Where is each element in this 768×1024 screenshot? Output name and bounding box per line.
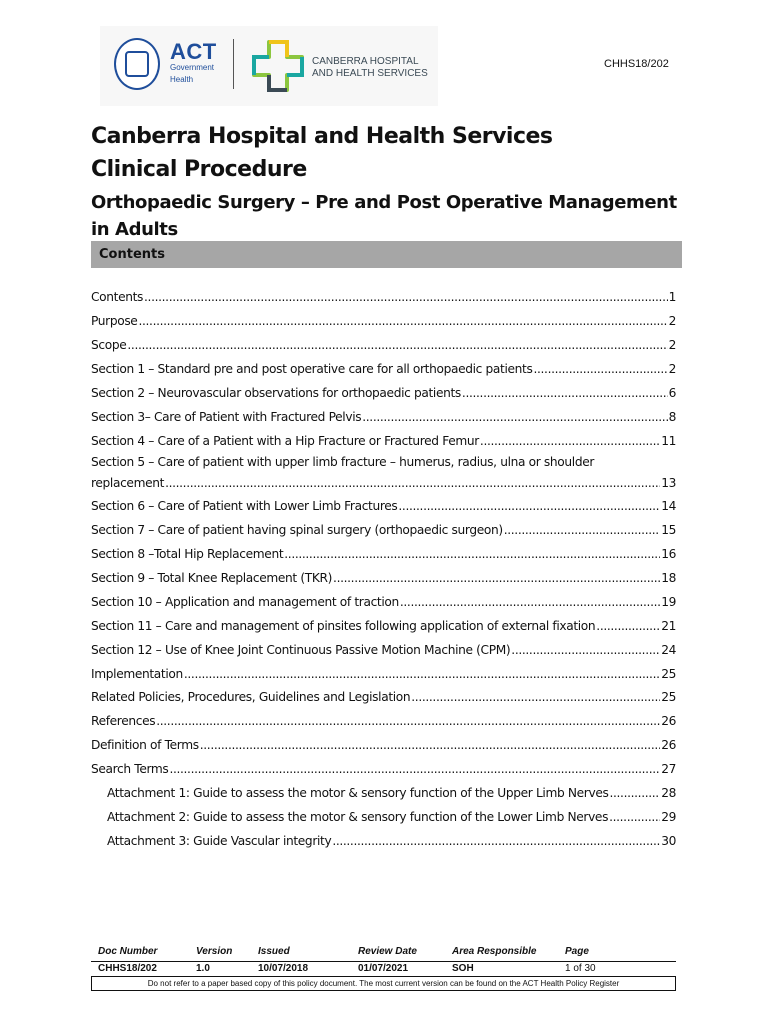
toc-entry-page: 27 (661, 762, 676, 776)
toc-entry-text: Attachment 3: Guide Vascular integrity (107, 834, 332, 848)
contents-heading: Contents (99, 247, 165, 262)
toc-entry-page: 30 (661, 834, 676, 848)
toc-entry-text: Section 1 – Standard pre and post operative care for all orthopaedic patients (91, 362, 533, 376)
toc-entry-page: 26 (661, 714, 676, 728)
act-coat-of-arms-icon (114, 38, 160, 90)
toc-entry-text: Section 3– Care of Patient with Fractured Pelvis (91, 410, 362, 424)
toc-entry-text: Section 10 – Application and management of traction (91, 595, 399, 609)
footer-header-review-date: Review Date (358, 946, 417, 957)
toc-entry-page: 1 (668, 290, 676, 304)
toc-entry-page: 19 (661, 595, 676, 609)
chhs-logo-name (312, 56, 428, 80)
toc-entry-search-terms[interactable] (91, 759, 676, 776)
toc-entry-page: 18 (661, 571, 676, 585)
footer-version: 1.0 (196, 963, 210, 974)
toc-entry-text: Section 6 – Care of Patient with Lower Limb Fractures (91, 499, 398, 513)
toc-entry-text: Attachment 2: Guide to assess the motor & sensory function of the Lower Limb Nerves (107, 810, 609, 824)
toc-entry-text: Section 12 – Use of Knee Joint Continuous Passive Motion Machine (CPM) (91, 643, 511, 657)
footer-page: 1 of 30 (565, 963, 596, 974)
toc-entry-page: 2 (668, 314, 676, 328)
toc-entry-page: 25 (661, 667, 676, 681)
toc-entry-text: Purpose (91, 314, 138, 328)
toc-entry-text: Search Terms (91, 762, 169, 776)
toc-entry-definition-of-terms[interactable] (91, 735, 676, 752)
act-logo-government: Government (170, 63, 215, 72)
toc-entry-scope[interactable] (91, 335, 676, 352)
toc-entry-implementation[interactable] (91, 664, 676, 681)
toc-entry-page: 26 (661, 738, 676, 752)
toc-entry-section-9[interactable] (91, 568, 676, 585)
toc-entry-section-6[interactable] (91, 496, 676, 513)
toc-entry-page: 16 (661, 547, 676, 561)
footer-header-version: Version (196, 946, 233, 957)
footer-header-page: Page (565, 946, 589, 957)
toc-entry-related-policies[interactable] (91, 687, 676, 704)
act-logo-word: ACT (170, 39, 217, 64)
act-logo-health: Health (170, 75, 194, 84)
toc-entry-page: 2 (668, 362, 676, 376)
toc-entry-section-1[interactable] (91, 359, 676, 376)
footer-issued: 10/07/2018 (258, 963, 309, 974)
toc-entry-section-12[interactable] (91, 640, 676, 657)
toc-entry-page: 14 (661, 499, 676, 513)
toc-entry-text: Section 7 – Care of patient having spinal surgery (orthopaedic surgeon) (91, 523, 503, 537)
toc-entry-purpose[interactable] (91, 311, 676, 328)
toc-entry-section-7[interactable] (91, 520, 676, 537)
toc-entry-page: 28 (661, 786, 676, 800)
chhs-cross-icon (251, 39, 305, 93)
toc-entry-page: 8 (668, 410, 676, 424)
toc-entry-text: Attachment 1: Guide to assess the motor & sensory function of the Upper Limb Nerves (107, 786, 609, 800)
toc-entry-section-11[interactable] (91, 616, 676, 633)
toc-entry-text: Section 9 – Total Knee Replacement (TKR) (91, 571, 333, 585)
toc-entry-section-5-line1[interactable]: Section 5 – Care of patient with upper limb fracture – humerus, radius, ulna or shoulder (91, 455, 595, 469)
footer-header-doc-number: Doc Number (98, 946, 158, 957)
toc-entry-text: Implementation (91, 667, 183, 681)
toc-entry-page: 25 (661, 690, 676, 704)
footer-area-responsible: SOH (452, 963, 474, 974)
chhs-name-line1: CANBERRA HOSPITAL (312, 56, 419, 67)
toc-entry-text: Section 2 – Neurovascular observations for orthopaedic patients (91, 386, 461, 400)
document-type-title: Clinical Procedure (91, 157, 307, 182)
toc-entry-text: Definition of Terms (91, 738, 199, 752)
toc-entry-attachment-1[interactable] (107, 783, 676, 800)
toc-entry-text: Scope (91, 338, 127, 352)
toc-entry-text: References (91, 714, 156, 728)
toc-entry-text: Section 8 –Total Hip Replacement (91, 547, 284, 561)
toc-entry-contents[interactable] (91, 287, 676, 304)
toc-entry-references[interactable] (91, 711, 676, 728)
toc-entry-page: 24 (661, 643, 676, 657)
toc-entry-text: Section 4 – Care of a Patient with a Hip Fracture or Fractured Femur (91, 434, 479, 448)
toc-entry-section-2[interactable] (91, 383, 676, 400)
toc-entry-page: 11 (661, 434, 676, 448)
toc-entry-text: replacement (91, 476, 165, 490)
organisation-title: Canberra Hospital and Health Services (91, 124, 553, 149)
footer-review-date: 01/07/2021 (358, 963, 409, 974)
toc-entry-page: 13 (661, 476, 676, 490)
toc-entry-attachment-3[interactable] (107, 831, 676, 848)
footer-doc-number: CHHS18/202 (98, 963, 157, 974)
document-code: CHHS18/202 (604, 58, 669, 70)
toc-entry-section-5[interactable] (91, 473, 676, 490)
toc-entry-page: 15 (661, 523, 676, 537)
toc-entry-section-4[interactable] (91, 431, 676, 448)
footer-rule (91, 961, 676, 962)
procedure-subtitle: Orthopaedic Surgery – Pre and Post Operative Management in Adults (91, 192, 677, 240)
toc-entry-text: Section 11 – Care and management of pinsites following application of external fixation (91, 619, 596, 633)
logo-divider (233, 39, 234, 89)
footer-policy-note: Do not refer to a paper based copy of this policy document. The most current version can be found on the ACT Health Policy Register (91, 976, 676, 991)
toc-entry-page: 2 (668, 338, 676, 352)
toc-entry-text: Contents (91, 290, 144, 304)
toc-entry-section-3[interactable] (91, 407, 676, 424)
toc-entry-section-10[interactable] (91, 592, 676, 609)
chhs-name-line2: AND HEALTH SERVICES (312, 68, 428, 79)
toc-entry-page: 6 (668, 386, 676, 400)
toc-entry-page: 21 (661, 619, 676, 633)
logo-band (100, 26, 438, 106)
footer-header-area-responsible: Area Responsible (452, 946, 537, 957)
contents-heading-bar (91, 241, 682, 268)
toc-entry-page: 29 (661, 810, 676, 824)
footer-header-issued: Issued (258, 946, 290, 957)
toc-entry-attachment-2[interactable] (107, 807, 676, 824)
toc-entry-text: Related Policies, Procedures, Guidelines and Legislation (91, 690, 411, 704)
toc-entry-section-8[interactable] (91, 544, 676, 561)
